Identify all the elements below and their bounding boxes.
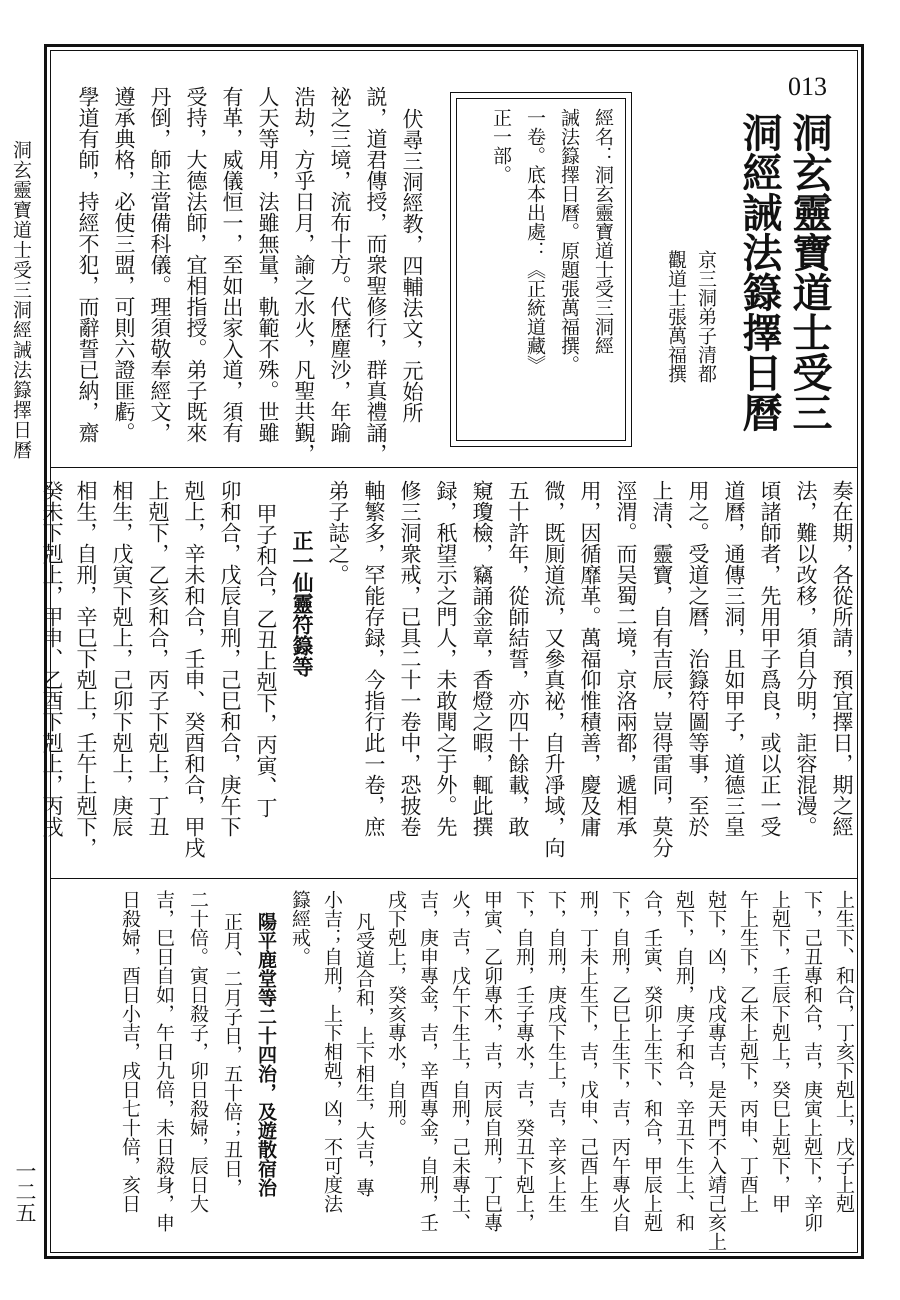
- middle-body-line-15: 弟子誌之。: [326, 480, 350, 585]
- bottom-body-line-11: 下，自刑，壬子專水，吉，癸丑下剋上，: [513, 890, 535, 1232]
- middle-body-line-10: 五十許年，從師結誓，亦四十餘載，敢: [506, 480, 530, 837]
- bottom-body-line-8: 下，自刑，乙巳上生下，吉，丙午專火自: [609, 890, 631, 1232]
- top-body-line-1: 伏尋三洞經教，四輔法文，元始所: [400, 108, 424, 423]
- middle-body-line-11: 窺瓊檢，竊誦金章，香燈之暇，輒此撰: [470, 480, 494, 837]
- bottom-body-line-3: 上剋下，壬辰下剋上，癸巳上剋下，甲: [769, 890, 791, 1213]
- bottom-list-line-2: 二十倍。寅日殺子，卯日殺婦，辰日大: [187, 890, 209, 1213]
- text-number: 013: [788, 72, 827, 101]
- bottom-body-line-7: 合，壬寅、癸卯上生下、和合，甲辰上剋: [641, 890, 663, 1232]
- page-number: 一二五: [13, 1160, 37, 1223]
- bottom-body-line-1: 上生下、和合，丁亥下剋上，戊子上剋: [833, 890, 855, 1213]
- bottom-body-line-2: 下，己丑專和合，吉，庚寅上剋下，辛卯: [801, 890, 823, 1232]
- top-body-line-3: 祕之三境，流布十方。代歷塵沙，年踰: [328, 86, 352, 443]
- bottom-body-line-6: 剋下，自刑，庚子和合，辛丑下生上、和: [673, 890, 695, 1232]
- top-body-line-8: 丹倒，師主當備科儀。理須敬奉經文，: [148, 86, 172, 443]
- section-divider-bottom: [51, 878, 857, 879]
- bottom-body-line-15: 戌下剋上，癸亥專水，自刑。: [385, 890, 407, 1137]
- middle-body-line-13: 修三洞衆戒，已具二十一卷中，恐披卷: [398, 480, 422, 837]
- bottom-body-line-16: 凡受道合和，上下相生，大吉，專: [353, 912, 375, 1197]
- author-line-2: 觀道士張萬福撰: [665, 250, 687, 383]
- middle-body-line-4: 道曆，通傳三洞，且如甲子，道德三皇: [722, 480, 746, 837]
- bottom-body-line-18: 籙經戒。: [289, 890, 311, 966]
- bottom-body-line-4: 午上生下，乙未上剋下，丙申、丁酉上: [737, 890, 759, 1213]
- middle-body-line-12: 録，秖望示之門人，未敢聞之于外。先: [434, 480, 458, 837]
- info-line-4: 正一部。: [490, 108, 512, 184]
- middle-body-line-7: 涇渭。而吴蜀二境，京洛兩都，遞相承: [614, 480, 638, 837]
- section-divider-top: [51, 467, 857, 468]
- middle-body-line-6: 上清、靈寶，自有吉辰，豈得雷同，莫分: [650, 480, 674, 858]
- bottom-body-line-13: 火，吉，戊午下生上，自刑，己未專土、: [449, 890, 471, 1232]
- title-line-1: 洞玄靈寶道士受三: [786, 112, 832, 432]
- info-line-1: 經名：洞玄靈寶道士受三洞經: [592, 108, 614, 355]
- bottom-body-line-10: 下，自刑，庚戌下生上，吉，辛亥上生: [545, 890, 567, 1213]
- middle-body-line-14: 軸繁多，罕能存録，今指行此一卷，庶: [362, 480, 386, 837]
- middle-body-line-8: 用，因循靡革。萬福仰惟積善，慶及庸: [578, 480, 602, 837]
- middle-list-line-7: 癸未下剋上，甲申、乙酉下剋上，丙戌: [40, 480, 64, 837]
- middle-body-line-1: 奏在期，各從所請，預宜擇日，期之經: [830, 480, 854, 837]
- top-body-line-5: 人天等用，法雖無量，軌範不殊。世雖: [256, 86, 280, 443]
- middle-list-line-5: 相生，戊寅下剋上，己卯下剋上，庚辰: [110, 480, 134, 837]
- top-body-line-6: 有革，威儀恒一，至如出家入道，須有: [220, 86, 244, 443]
- bottom-list-line-3: 吉，巳日自如，午日九倍，未日殺身，申: [153, 890, 175, 1232]
- middle-body-line-5: 用之。受道之曆，治籙符圖等事，至於: [686, 480, 710, 837]
- running-head: 洞玄靈寶道士受三洞經誡法籙擇日曆: [10, 140, 32, 460]
- middle-list-line-4: 上剋下，乙亥和合，丙子下剋上，丁丑: [146, 480, 170, 837]
- section-heading-yangping: 陽平鹿堂等二十四治，及遊散宿治: [255, 912, 277, 1197]
- bottom-body-line-5: 尅下，凶，戊戌專吉，是天門不入靖己亥上: [705, 890, 727, 1251]
- bottom-body-line-14: 吉，庚申專金，吉，辛酉專金，自刑，壬: [417, 890, 439, 1232]
- author-line-1: 京三洞弟子清都: [695, 250, 717, 383]
- info-line-3: 一卷。底本出處：《正統道藏》: [524, 108, 546, 374]
- top-body-line-9: 遵承典格，必使三盟，可則六證匪虧。: [112, 86, 136, 443]
- bottom-list-line-1: 正月、二月子日，五十倍；丑日，: [221, 912, 243, 1197]
- bottom-body-line-9: 刑，丁未上生下，吉，戊申、己酉上生: [577, 890, 599, 1213]
- middle-list-line-1: 甲子和合，乙丑上剋下，丙寅、丁: [254, 503, 278, 818]
- top-body-line-7: 受持，大德法師，宜相指授。弟子既來: [184, 86, 208, 443]
- top-body-line-2: 説，道君傳授，而衆聖修行，群真禮誦，: [364, 86, 388, 464]
- middle-list-line-3: 剋上，辛未和合，壬申、癸酉和合，甲戌: [182, 480, 206, 858]
- top-body-line-4: 浩劫，方乎日月，諭之水火，凡聖共覲，: [292, 86, 316, 464]
- title-line-2: 洞經誡法籙擇日曆: [736, 112, 782, 432]
- middle-body-line-3: 頃諸師者，先用甲子爲良，或以正一受: [758, 480, 782, 837]
- top-body-line-10: 學道有師，持經不犯，而辭誓已納，齋: [76, 86, 100, 443]
- bottom-body-line-17: 小吉；自刑，上下相剋，凶，不可度法: [321, 890, 343, 1213]
- middle-body-line-9: 微，既厠道流，又參真祕，自升凈域，向: [542, 480, 566, 858]
- bottom-list-line-4: 日殺婦，酉日小吉，戌日七十倍，亥日: [119, 890, 141, 1213]
- middle-list-line-6: 相生，自刑，辛巳下剋上，壬午上剋下，: [74, 480, 98, 858]
- bottom-body-line-12: 甲寅、乙卯專木，吉，丙辰自刑，丁巳專: [481, 890, 503, 1232]
- middle-body-line-2: 法，難以改移，須自分明，詎容混漫。: [794, 480, 818, 837]
- section-heading-zhengyi: 正一仙靈符籙等: [290, 530, 314, 677]
- middle-list-line-2: 卯和合，戊辰自刑，己巳和合，庚午下: [218, 480, 242, 837]
- info-line-2: 誡法籙擇日曆。原題張萬福撰。: [558, 108, 580, 374]
